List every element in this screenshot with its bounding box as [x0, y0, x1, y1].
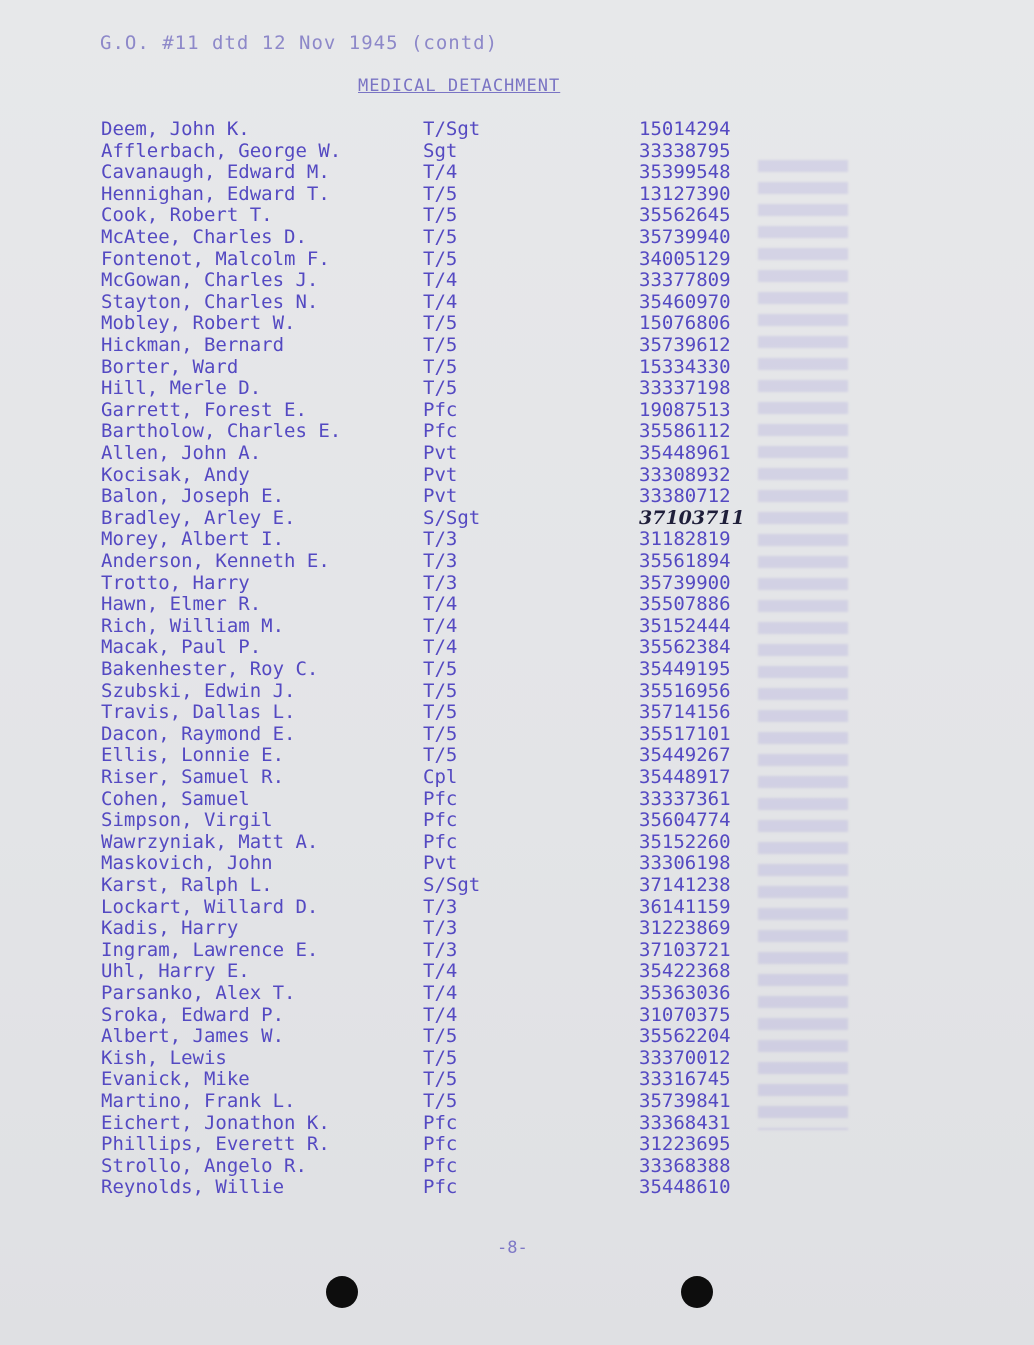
roster-row — [0, 1025, 1034, 1047]
soldier-grade: T/5 — [423, 1025, 458, 1048]
page-number: -8- — [497, 1238, 528, 1258]
roster-row — [0, 960, 1034, 982]
serial-number: 35422368 — [639, 960, 731, 983]
roster-row — [0, 874, 1034, 896]
soldier-grade: T/3 — [423, 938, 458, 961]
serial-number: 35152444 — [639, 614, 731, 637]
serial-number: 33308932 — [639, 463, 731, 486]
roster-row — [0, 356, 1034, 378]
roster-row — [0, 399, 1034, 421]
soldier-grade: Pvt — [423, 463, 458, 486]
roster-row — [0, 528, 1034, 550]
soldier-name: Dacon, Raymond E. — [101, 722, 296, 745]
serial-number: 35562645 — [639, 204, 731, 227]
punch-hole-left — [326, 1276, 358, 1308]
punch-hole-right — [681, 1276, 713, 1308]
serial-number: 34005129 — [639, 247, 731, 270]
soldier-grade: Pfc — [423, 1154, 458, 1177]
soldier-grade: T/4 — [423, 614, 458, 637]
soldier-name: McGowan, Charles J. — [101, 269, 319, 292]
soldier-grade: T/3 — [423, 550, 458, 572]
serial-number: 35739900 — [639, 571, 731, 594]
soldier-name: Szubski, Edwin J. — [101, 679, 296, 702]
roster-row — [0, 204, 1034, 226]
soldier-grade: Pfc — [423, 1111, 458, 1134]
serial-number: 35562384 — [639, 636, 731, 659]
serial-number: 37141238 — [639, 874, 731, 896]
soldier-name: Borter, Ward — [101, 355, 239, 378]
serial-number: 35562204 — [639, 1025, 731, 1048]
serial-number: 33306198 — [639, 852, 731, 875]
serial-number: 35399548 — [639, 161, 731, 184]
soldier-name: Strollo, Angelo R. — [101, 1154, 307, 1177]
roster-row — [0, 658, 1034, 680]
roster-row — [0, 377, 1034, 399]
soldier-name: Phillips, Everett R. — [101, 1133, 330, 1156]
serial-number: 19087513 — [639, 398, 731, 421]
soldier-grade: Pfc — [423, 809, 458, 832]
soldier-grade: Sgt — [423, 139, 458, 162]
soldier-name: McAtee, Charles D. — [101, 226, 307, 248]
soldier-name: Albert, James W. — [101, 1025, 285, 1048]
roster-row — [0, 312, 1034, 334]
roster-row — [0, 118, 1034, 140]
soldier-name: Cook, Robert T. — [101, 204, 273, 227]
soldier-grade: Pvt — [423, 442, 458, 464]
soldier-name: Hickman, Bernard — [101, 334, 285, 356]
soldier-name: Kish, Lewis — [101, 1046, 227, 1069]
serial-number: 33337361 — [639, 787, 731, 810]
soldier-name: Riser, Samuel R. — [101, 766, 285, 788]
roster-row — [0, 1090, 1034, 1112]
roster-row — [0, 1068, 1034, 1090]
soldier-grade: Pvt — [423, 485, 458, 508]
soldier-grade: S/Sgt — [423, 874, 481, 896]
serial-number: 31223695 — [639, 1133, 731, 1156]
roster-row — [0, 636, 1034, 658]
serial-number: 35604774 — [639, 809, 731, 832]
roster-row — [0, 766, 1034, 788]
roster-row — [0, 420, 1034, 442]
serial-number: 35449267 — [639, 744, 731, 767]
soldier-grade: Cpl — [423, 766, 458, 788]
soldier-name: Allen, John A. — [101, 442, 262, 464]
soldier-name: Ingram, Lawrence E. — [101, 938, 319, 961]
serial-number: 35714156 — [639, 701, 731, 724]
serial-number: 35507886 — [639, 593, 731, 616]
soldier-grade: T/5 — [423, 226, 458, 248]
soldier-grade: T/4 — [423, 1003, 458, 1026]
soldier-grade: Pfc — [423, 1133, 458, 1156]
roster-row — [0, 226, 1034, 248]
serial-number: 33368388 — [639, 1154, 731, 1177]
soldier-name: Lockart, Willard D. — [101, 895, 319, 918]
serial-number: 33380712 — [639, 485, 731, 508]
roster-row — [0, 615, 1034, 637]
soldier-grade: T/3 — [423, 571, 458, 594]
soldier-name: Evanick, Mike — [101, 1068, 250, 1091]
roster-row — [0, 1133, 1034, 1155]
soldier-grade: T/4 — [423, 161, 458, 184]
soldier-name: Hawn, Elmer R. — [101, 593, 262, 616]
soldier-name: Hill, Merle D. — [101, 377, 262, 400]
soldier-name: Uhl, Harry E. — [101, 960, 250, 983]
serial-number: 36141159 — [639, 895, 731, 918]
soldier-grade: T/5 — [423, 334, 458, 356]
soldier-grade: T/5 — [423, 355, 458, 378]
serial-number: 33338795 — [639, 139, 731, 162]
soldier-name: Rich, William M. — [101, 614, 285, 637]
soldier-name: Bartholow, Charles E. — [101, 420, 342, 443]
serial-number: 35152260 — [639, 830, 731, 853]
roster-row — [0, 291, 1034, 313]
soldier-grade: T/5 — [423, 377, 458, 400]
soldier-name: Deem, John K. — [101, 118, 250, 140]
roster-row — [0, 1176, 1034, 1198]
soldier-grade: T/5 — [423, 679, 458, 702]
roster-row — [0, 723, 1034, 745]
roster-row — [0, 917, 1034, 939]
soldier-grade: T/5 — [423, 247, 458, 270]
soldier-name: Macak, Paul P. — [101, 636, 262, 659]
roster-row — [0, 939, 1034, 961]
soldier-grade: T/4 — [423, 290, 458, 313]
serial-number: 31070375 — [639, 1003, 731, 1026]
soldier-name: Martino, Frank L. — [101, 1090, 296, 1112]
section-title: MEDICAL DETACHMENT — [358, 76, 561, 96]
soldier-name: Simpson, Virgil — [101, 809, 273, 832]
soldier-name: Trotto, Harry — [101, 571, 250, 594]
soldier-grade: T/5 — [423, 1090, 458, 1112]
soldier-name: Bradley, Arley E. — [101, 506, 296, 529]
serial-number: 35739612 — [639, 334, 731, 356]
serial-number: 35586112 — [639, 420, 731, 443]
soldier-grade: T/4 — [423, 960, 458, 983]
soldier-grade: T/3 — [423, 917, 458, 940]
serial-number: 35561894 — [639, 550, 731, 572]
roster-row — [0, 334, 1034, 356]
soldier-name: Fontenot, Malcolm F. — [101, 247, 330, 270]
soldier-grade: T/5 — [423, 1046, 458, 1069]
soldier-name: Travis, Dallas L. — [101, 701, 296, 724]
soldier-name: Cohen, Samuel — [101, 787, 250, 810]
roster-row — [0, 1004, 1034, 1026]
serial-number: 35739940 — [639, 226, 731, 248]
roster-row — [0, 183, 1034, 205]
roster-row — [0, 572, 1034, 594]
serial-number: 35449195 — [639, 658, 731, 680]
soldier-name: Stayton, Charles N. — [101, 290, 319, 313]
soldier-grade: T/Sgt — [423, 118, 481, 140]
soldier-grade: Pfc — [423, 787, 458, 810]
serial-number: 35517101 — [639, 722, 731, 745]
serial-number: 13127390 — [639, 182, 731, 205]
serial-number: 31182819 — [639, 528, 731, 551]
roster-row — [0, 831, 1034, 853]
soldier-grade: S/Sgt — [423, 506, 481, 529]
soldier-name: Kocisak, Andy — [101, 463, 250, 486]
soldier-grade: Pfc — [423, 830, 458, 853]
soldier-name: Parsanko, Alex T. — [101, 982, 296, 1004]
serial-number: 37103721 — [639, 938, 731, 961]
soldier-grade: T/5 — [423, 182, 458, 205]
roster-row — [0, 680, 1034, 702]
soldier-grade: T/5 — [423, 312, 458, 335]
soldier-grade: T/5 — [423, 1068, 458, 1091]
roster-row — [0, 788, 1034, 810]
soldier-name: Reynolds, Willie — [101, 1176, 285, 1199]
soldier-grade: T/4 — [423, 636, 458, 659]
soldier-name: Afflerbach, George W. — [101, 139, 342, 162]
roster-row — [0, 744, 1034, 766]
soldier-grade: T/4 — [423, 269, 458, 292]
serial-number-handwritten: 37103711 — [639, 506, 745, 529]
roster-row — [0, 485, 1034, 507]
soldier-name: Bakenhester, Roy C. — [101, 658, 319, 680]
soldier-name: Mobley, Robert W. — [101, 312, 296, 335]
soldier-name: Cavanaugh, Edward M. — [101, 161, 330, 184]
soldier-name: Kadis, Harry — [101, 917, 239, 940]
serial-number: 15014294 — [639, 118, 731, 140]
roster-row — [0, 248, 1034, 270]
soldier-grade: Pfc — [423, 398, 458, 421]
roster-row — [0, 550, 1034, 572]
soldier-name: Sroka, Edward P. — [101, 1003, 285, 1026]
roster-row — [0, 464, 1034, 486]
serial-number: 33316745 — [639, 1068, 731, 1091]
serial-number: 33368431 — [639, 1111, 731, 1134]
soldier-name: Anderson, Kenneth E. — [101, 550, 330, 572]
serial-number: 35460970 — [639, 290, 731, 313]
soldier-grade: T/5 — [423, 744, 458, 767]
soldier-name: Garrett, Forest E. — [101, 398, 307, 421]
roster-row — [0, 1155, 1034, 1177]
serial-number: 35516956 — [639, 679, 731, 702]
soldier-name: Wawrzyniak, Matt A. — [101, 830, 319, 853]
soldier-grade: T/5 — [423, 722, 458, 745]
roster-row — [0, 140, 1034, 162]
roster-row — [0, 507, 1034, 529]
serial-number: 15334330 — [639, 355, 731, 378]
roster-row — [0, 1112, 1034, 1134]
roster-row — [0, 809, 1034, 831]
soldier-grade: Pfc — [423, 420, 458, 443]
soldier-name: Hennighan, Edward T. — [101, 182, 330, 205]
roster-row — [0, 852, 1034, 874]
serial-number: 33377809 — [639, 269, 731, 292]
serial-number: 35448961 — [639, 442, 731, 464]
roster-row — [0, 161, 1034, 183]
serial-number: 15076806 — [639, 312, 731, 335]
soldier-name: Morey, Albert I. — [101, 528, 285, 551]
soldier-grade: T/4 — [423, 593, 458, 616]
serial-number: 31223869 — [639, 917, 731, 940]
soldier-name: Balon, Joseph E. — [101, 485, 285, 508]
serial-number: 35739841 — [639, 1090, 731, 1112]
roster-row — [0, 982, 1034, 1004]
soldier-grade: Pfc — [423, 1176, 458, 1199]
soldier-grade: T/3 — [423, 528, 458, 551]
serial-number: 35448610 — [639, 1176, 731, 1199]
serial-number: 33337198 — [639, 377, 731, 400]
soldier-name: Eichert, Jonathon K. — [101, 1111, 330, 1134]
serial-number: 35363036 — [639, 982, 731, 1004]
soldier-grade: Pvt — [423, 852, 458, 875]
serial-number: 33370012 — [639, 1046, 731, 1069]
serial-number: 35448917 — [639, 766, 731, 788]
roster-row — [0, 896, 1034, 918]
soldier-name: Karst, Ralph L. — [101, 874, 273, 896]
soldier-grade: T/3 — [423, 895, 458, 918]
soldier-name: Ellis, Lonnie E. — [101, 744, 285, 767]
order-reference: G.O. #11 dtd 12 Nov 1945 (contd) — [100, 32, 499, 54]
soldier-grade: T/5 — [423, 204, 458, 227]
soldier-name: Maskovich, John — [101, 852, 273, 875]
soldier-grade: T/4 — [423, 982, 458, 1004]
roster-row — [0, 701, 1034, 723]
roster-row — [0, 269, 1034, 291]
roster-row — [0, 593, 1034, 615]
roster-row — [0, 442, 1034, 464]
soldier-grade: T/5 — [423, 658, 458, 680]
roster-row — [0, 1047, 1034, 1069]
soldier-grade: T/5 — [423, 701, 458, 724]
